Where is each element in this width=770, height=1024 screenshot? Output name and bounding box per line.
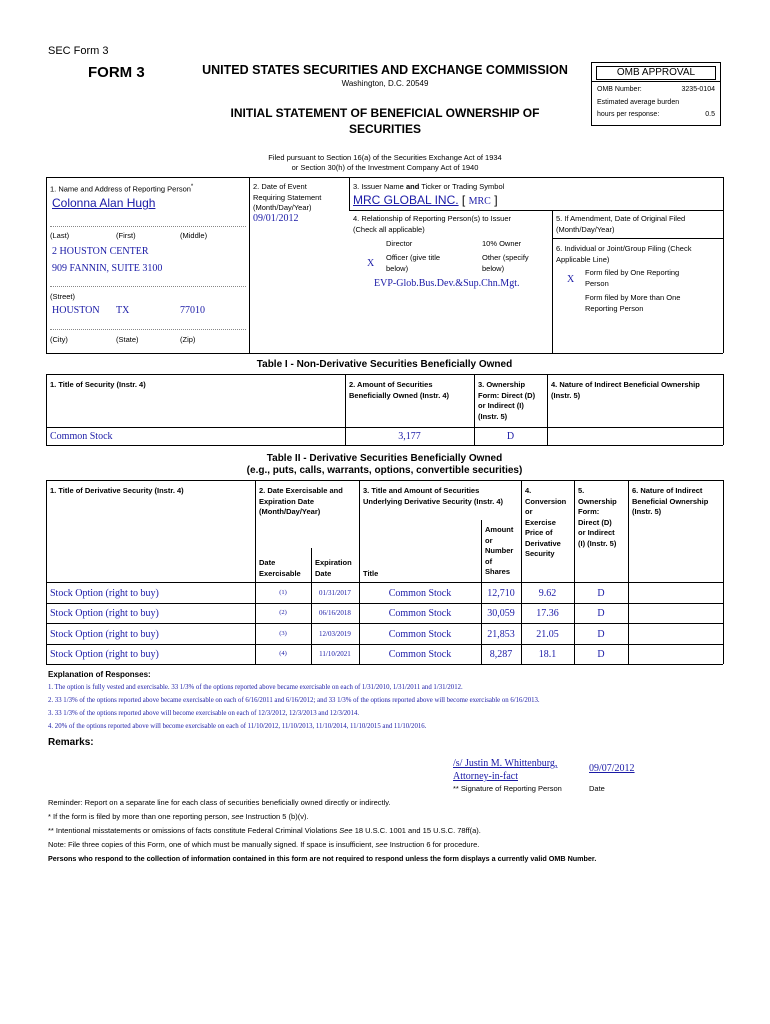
street-label: (Street)	[50, 292, 76, 301]
table2-row-price: 17.36	[536, 608, 559, 619]
remarks-title: Remarks:	[48, 737, 94, 748]
table2-row-form: D	[597, 629, 605, 640]
issuer-label: 3. Issuer Name and Ticker or Trading Symbol	[353, 182, 505, 191]
table1-row-title: Common Stock	[50, 431, 113, 442]
signature-date: 09/07/2012	[589, 763, 635, 774]
table2-row-expiration: 01/31/2017	[319, 589, 351, 597]
table1-row-form: D	[506, 431, 515, 442]
table2-row-footnote: (4)	[279, 650, 287, 657]
statement-title-line2: SECURITIES	[348, 122, 421, 136]
omb-notice: Persons who respond to the collection of information contained in this form are not required to respond unless the form displays a currently valid OMB Number.	[48, 854, 597, 863]
omb-burden-label: Estimated average burden	[597, 99, 680, 106]
filed-pursuant-line1: Filed pursuant to Section 16(a) of the Securities Exchange Act of 1934	[268, 153, 502, 162]
table2-col-amount-shares: Amount or Number of Shares	[485, 525, 514, 576]
footnote-1: * If the form is filed by more than one reporting person, see Instruction 5 (b)(v).	[48, 812, 309, 821]
table2-col-nature: 6. Nature of Indirect Beneficial Ownership (Instr. 5)	[632, 486, 709, 516]
table2-row-expiration: 12/03/2019	[319, 630, 351, 638]
table1-row-amount: 3,177	[398, 431, 421, 442]
table2-row-underlying: Common Stock	[388, 588, 452, 599]
filing-more-label: Form filed by More than One Reporting Person	[585, 293, 681, 313]
omb-number-label: OMB Number:	[597, 86, 642, 93]
relationship-label: 4. Relationship of Reporting Person(s) to Issuer (Check all applicable)	[353, 214, 511, 234]
city-value: HOUSTON	[52, 305, 100, 316]
last-label: (Last)	[50, 231, 70, 240]
state-label: (State)	[116, 335, 139, 344]
table2-col-underlying: 3. Title and Amount of Securities Underlying Derivative Security (Instr. 4)	[363, 486, 504, 506]
table2-row-form: D	[597, 608, 605, 619]
table2-row-form: D	[597, 588, 605, 599]
explanation-note-4: 4. 20% of the options reported above will become exercisable on each of 11/10/2012, 11/10/2013, 11/10/2014, 11/10/2015 and 11/10/2016.	[48, 723, 427, 730]
signature-label: ** Signature of Reporting Person	[453, 784, 562, 793]
explanation-note-1: 1. The option is fully vested and exercisable. 33 1/3% of the options reported above became exercisable on each of 1/31/2010, 1/31/2011 and 1/31/2012.	[48, 684, 463, 691]
table2-row-shares: 30,059	[487, 608, 515, 619]
reporting-person-label: 1. Name and Address of Reporting Person*	[50, 184, 194, 194]
filing-one-label: Form filed by One Reporting Person	[585, 268, 680, 288]
table1-col-ownership: 3. Ownership Form: Direct (D) or Indirect (I) (Instr. 5)	[478, 380, 536, 421]
reporting-person-name[interactable]: Colonna Alan Hugh	[52, 196, 156, 210]
officer-label: Officer (give title below)	[386, 253, 441, 273]
officer-checkmark: X	[367, 258, 375, 269]
form-title: FORM 3	[88, 64, 145, 81]
statement-title-line1: INITIAL STATEMENT OF BENEFICIAL OWNERSHIP OF	[230, 106, 540, 120]
table2-col-conversion: 4. Conversion or Exercise Price of Derivative Security	[525, 486, 567, 558]
omb-hours: 0.5	[705, 111, 715, 118]
table2-title-line1: Table II - Derivative Securities Beneficially Owned	[266, 453, 503, 464]
issuer-name-row: MRC GLOBAL INC. [ MRC ]	[353, 193, 498, 207]
first-label: (First)	[116, 231, 136, 240]
zip-label: (Zip)	[180, 335, 196, 344]
amendment-label: 5. If Amendment, Date of Original Filed (Month/Day/Year)	[556, 214, 686, 234]
footnote-2: ** Intentional misstatements or omissions of facts constitute Federal Criminal Violations See 18 U.S.C. 1001 and 15 U.S.C. 78ff(a).	[48, 826, 481, 835]
table1-col-title: 1. Title of Security (Instr. 4)	[50, 380, 146, 389]
table2-row-form: D	[597, 649, 605, 660]
table1-col-amount: 2. Amount of Securities Beneficially Owned (Instr. 4)	[349, 380, 450, 400]
table2-row-footnote: (3)	[279, 630, 287, 637]
footnote-3: Note: File three copies of this Form, one of which must be manually signed. If space is insufficient, see Instruction 6 for procedure.	[48, 840, 480, 849]
table2-row-underlying: Common Stock	[388, 629, 452, 640]
explanation-note-3: 3. 33 1/3% of the options reported above will become exercisable on each of 12/3/2012, 12/3/2013 and 12/3/2014.	[48, 710, 360, 717]
table2-col-underlying-title: Title	[363, 569, 379, 578]
date-label: Date	[589, 784, 605, 793]
officer-title: EVP-Glob.Bus.Dev.&Sup.Chn.Mgt.	[374, 278, 520, 289]
table2-row-footnote: (2)	[279, 609, 287, 616]
table2-col-expiration: Expiration Date	[315, 558, 352, 578]
table2-row-title: Stock Option (right to buy)	[50, 629, 159, 640]
table2-row-price: 21.05	[536, 629, 559, 640]
table2-row-shares: 8,287	[489, 649, 513, 660]
table2-col-title: 1. Title of Derivative Security (Instr. 4)	[50, 486, 184, 495]
table2-col-date-exercisable: Date Exercisable	[259, 558, 301, 578]
table2-row-expiration: 06/16/2018	[319, 609, 351, 617]
explanation-title: Explanation of Responses:	[48, 670, 151, 679]
director-label: Director	[386, 239, 413, 248]
table2-row-expiration: 11/10/2021	[319, 650, 351, 658]
table2-title-line2: (e.g., puts, calls, warrants, options, convertible securities)	[246, 465, 523, 476]
table2-row-footnote: (1)	[279, 589, 287, 596]
table1-col-nature: 4. Nature of Indirect Beneficial Ownership (Instr. 5)	[551, 380, 700, 400]
table2-col-dates: 2. Date Exercisable and Expiration Date (Month/Day/Year)	[259, 486, 343, 516]
issuer-name[interactable]: MRC GLOBAL INC.	[353, 193, 459, 207]
table2-row-price: 18.1	[538, 649, 557, 660]
table1-title: Table I - Non-Derivative Securities Beneficially Owned	[256, 359, 513, 370]
filing-type-label: 6. Individual or Joint/Group Filing (Check Applicable Line)	[556, 244, 692, 264]
address-line1: 2 HOUSTON CENTER	[52, 246, 149, 257]
event-date: 09/01/2012	[253, 213, 299, 224]
state-value: TX	[116, 305, 130, 316]
omb-number: 3235-0104	[681, 86, 715, 93]
commission-title: UNITED STATES SECURITIES AND EXCHANGE COMMISSION	[202, 63, 568, 77]
omb-approval-box	[591, 62, 721, 126]
event-date-label: 2. Date of Event Requiring Statement (Month/Day/Year)	[253, 182, 322, 212]
reminder-text: Reminder: Report on a separate line for each class of securities beneficially owned directly or indirectly.	[48, 798, 391, 807]
filing-one-checkmark: X	[567, 274, 575, 285]
commission-city: Washington, D.C. 20549	[341, 79, 429, 88]
sec-form-label: SEC Form 3	[48, 45, 109, 57]
address-line2: 909 FANNIN, SUITE 3100	[52, 263, 163, 274]
table2-row-shares: 12,710	[487, 588, 515, 599]
table2-row-title: Stock Option (right to buy)	[50, 588, 159, 599]
ten-pct-owner-label: 10% Owner	[482, 239, 522, 248]
table2-row-title: Stock Option (right to buy)	[50, 649, 159, 660]
table2-row-price: 9.62	[538, 588, 557, 599]
table2-col-ownership: 5. Ownership Form: Direct (D) or Indirect (I) (Instr. 5)	[578, 486, 617, 548]
table2-row-underlying: Common Stock	[388, 649, 452, 660]
omb-hours-label: hours per response:	[597, 111, 660, 118]
table2-row-shares: 21,853	[487, 629, 515, 640]
city-label: (City)	[50, 335, 68, 344]
table2-row-title: Stock Option (right to buy)	[50, 608, 159, 619]
middle-label: (Middle)	[180, 231, 208, 240]
explanation-note-2: 2. 33 1/3% of the options reported above became exercisable on each of 6/16/2011 and 6/16/2012; and 33 1/3% of the options reported above will become exercisable on 6/16/2013.	[48, 697, 540, 704]
other-label: Other (specify below)	[482, 253, 529, 273]
filed-pursuant-line2: or Section 30(h) of the Investment Company Act of 1940	[291, 163, 479, 172]
signature: /s/ Justin M. Whittenburg, Attorney-in-fact	[453, 758, 558, 782]
table2-row-underlying: Common Stock	[388, 608, 452, 619]
zip-value: 77010	[180, 305, 205, 316]
omb-title: OMB APPROVAL	[596, 66, 716, 80]
issuer-ticker: MRC	[468, 196, 491, 207]
